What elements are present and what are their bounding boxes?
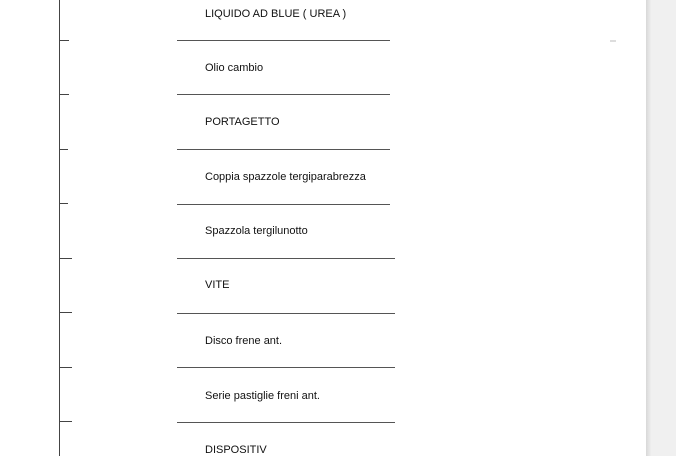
- row-tick: [59, 367, 72, 368]
- row-divider: [177, 94, 390, 95]
- row-tick: [59, 40, 69, 41]
- row-tick: [59, 258, 72, 259]
- item-label: Disco frene ant.: [205, 335, 283, 347]
- item-label: PORTAGETTO: [205, 116, 280, 128]
- table-left-border: [59, 0, 60, 456]
- page-shadow: [646, 0, 651, 456]
- item-label: LIQUIDO AD BLUE ( UREA ): [205, 8, 347, 20]
- item-label: Spazzola tergilunotto: [205, 225, 308, 237]
- row-divider: [177, 313, 395, 314]
- row-tick: [59, 421, 72, 422]
- item-label: Serie pastiglie freni ant.: [205, 390, 320, 402]
- row-divider: [177, 40, 390, 41]
- row-divider: [177, 422, 395, 423]
- row-divider: [177, 204, 390, 205]
- row-divider: [177, 149, 390, 150]
- scroll-indicator: [610, 40, 616, 42]
- row-divider: [177, 367, 395, 368]
- item-label: Coppia spazzole tergiparabrezza: [205, 171, 366, 183]
- row-tick: [59, 149, 68, 150]
- item-label: DISPOSITIV: [205, 444, 267, 456]
- row-tick: [59, 312, 72, 313]
- row-tick: [59, 94, 69, 95]
- row-divider: [177, 258, 395, 259]
- item-label: Olio cambio: [205, 62, 264, 74]
- item-label: VITE: [205, 279, 230, 291]
- row-tick: [59, 203, 68, 204]
